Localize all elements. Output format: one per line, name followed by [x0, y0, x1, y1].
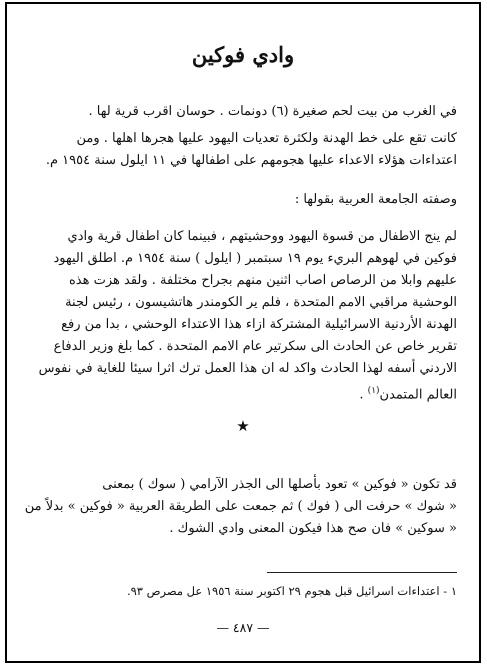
star-separator-icon: ★ — [236, 417, 250, 435]
quote-paragraph — [29, 226, 457, 406]
text-line: اعتداءات هؤلاء الاعداء عليها هجومهم على اطفالها في ١١ ايلول سنة ١٩٥٤ م. — [45, 153, 457, 168]
page-content — [7, 4, 479, 661]
text-line: « شوك » حرفت الى ( فوك ) ثم جمعت على الطريقة العربية « فوكين » بدلاً من — [24, 499, 457, 514]
text-line: فوكين في لهوهم البريء يوم ١٩ سبتمبر ( ايلول ) سنة ١٩٥٤ م. اطلق اليهود — [53, 251, 457, 266]
text-line: في الغرب من بيت لحم صغيرة (٦) دونمات . حوسان اقرب قرية لها . — [88, 104, 457, 119]
page-title: وادي فوكين — [191, 42, 295, 67]
text-line: « سوكين » فان صح هذا فيكون المعنى وادي الشوك . — [169, 521, 457, 536]
text-line: الوحشية مراقبي الامم المتحدة ، فلم ير الكومندر هاتشيسون ، رئيس لجنة — [65, 295, 457, 310]
text-line: الاردني أسفه لهذا الحادث واكد له ان هذا العمل ترك اثرا سيئا للغاية في نفوس — [38, 361, 457, 376]
text-line: كانت تقع على خط الهدنة ولكثرة تعديات اليهود عليها هجرها اهلها . ومن — [76, 131, 457, 146]
text-fragment: العالم المتمدن — [379, 387, 457, 403]
text-line: عليهم وابلا من الرصاص اصاب اثنين منهم بجراح مختلفة . ولقد هزت هذه — [69, 273, 457, 288]
page-number: — ٤٨٧ — — [216, 620, 270, 635]
text-line: لم ينج الاطفال من قسوة اليهود ووحشيتهم ، فبينما كان اطفال قرية وادي — [67, 229, 457, 244]
page-frame — [5, 2, 481, 663]
text-line — [29, 380, 457, 406]
intro-paragraph — [29, 101, 457, 123]
text-line: الهدنة الأردنية الاسرائيلية المشتركة ازاء هذا الاعتداء الوحشي ، بدا من رفع — [61, 317, 457, 332]
history-paragraph — [29, 128, 457, 172]
etymology-paragraph — [24, 474, 457, 540]
text-line: تقرير خاص عن الحادث الى سكرتير عام الامم المتحدة . كما بلغ وزير الدفاع — [53, 339, 457, 354]
text-line: وصفته الجامعة العربية بقولها : — [294, 192, 457, 207]
footnote-marker[interactable]: (١) — [367, 386, 380, 396]
footnote-divider — [267, 572, 457, 573]
league-intro-paragraph — [29, 189, 457, 211]
text-fragment: . — [359, 387, 364, 403]
footnote: ١ - اعتداءات اسرائيل قبل هجوم ٢٩ اكتوبر سنة ١٩٥٦ عل مصرص ٩٣. — [126, 584, 457, 598]
text-line: قد تكون « فوكين » تعود بأصلها الى الجذر الآرامي ( سوك ) بمعنى — [102, 477, 457, 492]
